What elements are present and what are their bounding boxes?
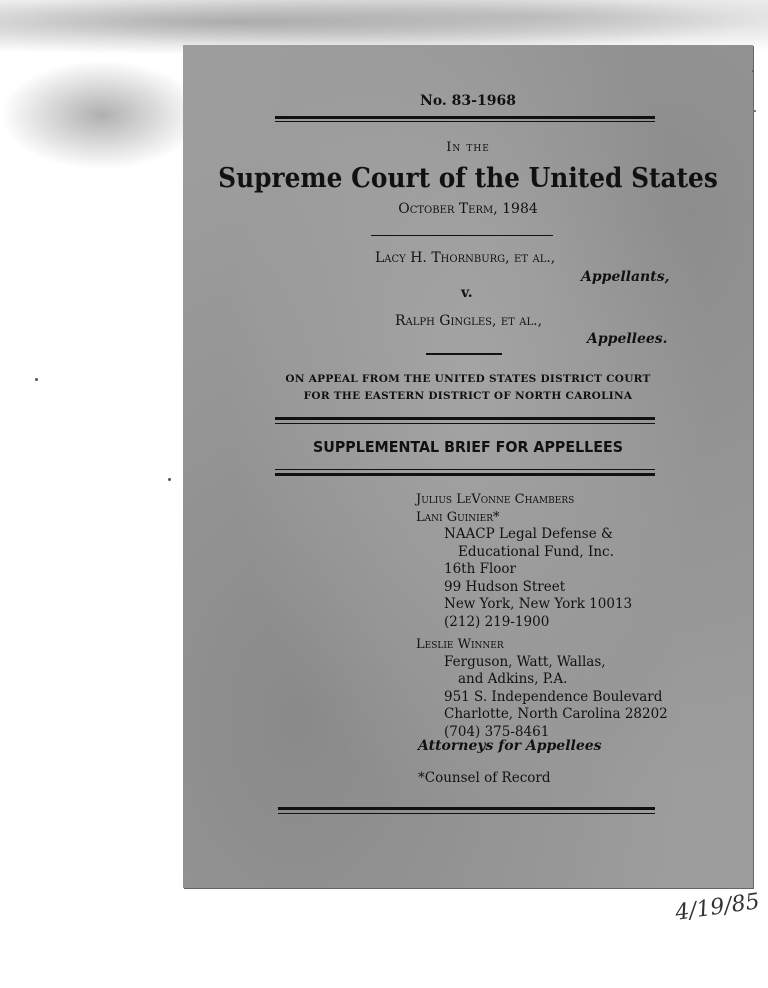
attorney-name: Julius LeVonne Chambers [416, 492, 575, 507]
document-page [183, 45, 753, 888]
address-line: New York, New York 10013 [444, 596, 633, 612]
attorney-address [416, 654, 668, 742]
attorney-name: Lani Guinier* [416, 509, 500, 525]
speck [35, 378, 38, 381]
appellee-party: Ralph Gingles, et al., [395, 313, 543, 329]
title-rule-bottom-thick [275, 473, 655, 476]
address-line: Charlotte, North Carolina 28202 [444, 706, 668, 722]
appellant-role: Appellants, [581, 269, 670, 285]
address-line: Educational Fund, Inc. [458, 543, 614, 560]
handwritten-date: 4/19/85 [673, 889, 762, 926]
brief-title: SUPPLEMENTAL BRIEF FOR APPELLEES [313, 438, 623, 456]
counsel-of-record: *Counsel of Record [418, 770, 551, 786]
address-line: (704) 375-8461 [444, 723, 550, 740]
title-rule-top-thick [275, 417, 655, 420]
in-the-label: In the [446, 140, 490, 155]
photocopy-smudge-left [0, 60, 185, 170]
address-line: 99 Hudson Street [444, 578, 566, 595]
speck [168, 478, 171, 481]
bottom-rule-thick [278, 807, 655, 810]
versus-label: v. [461, 285, 473, 301]
title-rule-top-thin [275, 423, 655, 424]
address-line: 16th Floor [444, 561, 516, 577]
attorneys-for: Attorneys for Appellees [418, 738, 602, 754]
term-label: October Term, 1984 [398, 201, 538, 217]
appellee-role: Appellees. [587, 331, 668, 347]
attorneys-group-1 [416, 491, 632, 631]
docket-number: No. 83-1968 [420, 93, 516, 109]
title-rule-bottom-thin [275, 469, 655, 470]
party-rule [426, 353, 502, 355]
speck [752, 70, 754, 72]
address-line: Ferguson, Watt, Wallas, [444, 653, 606, 670]
address-line: (212) 219-1900 [444, 613, 550, 630]
address-line: 951 S. Independence Boulevard [444, 688, 663, 705]
appeal-line-1: ON APPEAL FROM THE UNITED STATES DISTRICT COURT [285, 373, 651, 385]
top-rule-thin [275, 121, 655, 122]
appellant-party: Lacy H. Thornburg, et al., [375, 250, 556, 266]
address-line: NAACP Legal Defense & [444, 526, 613, 542]
speck [754, 110, 756, 112]
attorney-name: Leslie Winner [416, 637, 504, 652]
bottom-rule-thin [278, 813, 655, 814]
court-name: Supreme Court of the United States [218, 163, 718, 194]
top-rule-thick [275, 116, 655, 119]
address-line: and Adkins, P.A. [458, 671, 568, 687]
attorney-address [416, 526, 632, 631]
appeal-line-2: FOR THE EASTERN DISTRICT OF NORTH CAROLINA [303, 390, 633, 402]
attorneys-group-2 [416, 636, 668, 741]
term-rule [371, 235, 553, 236]
